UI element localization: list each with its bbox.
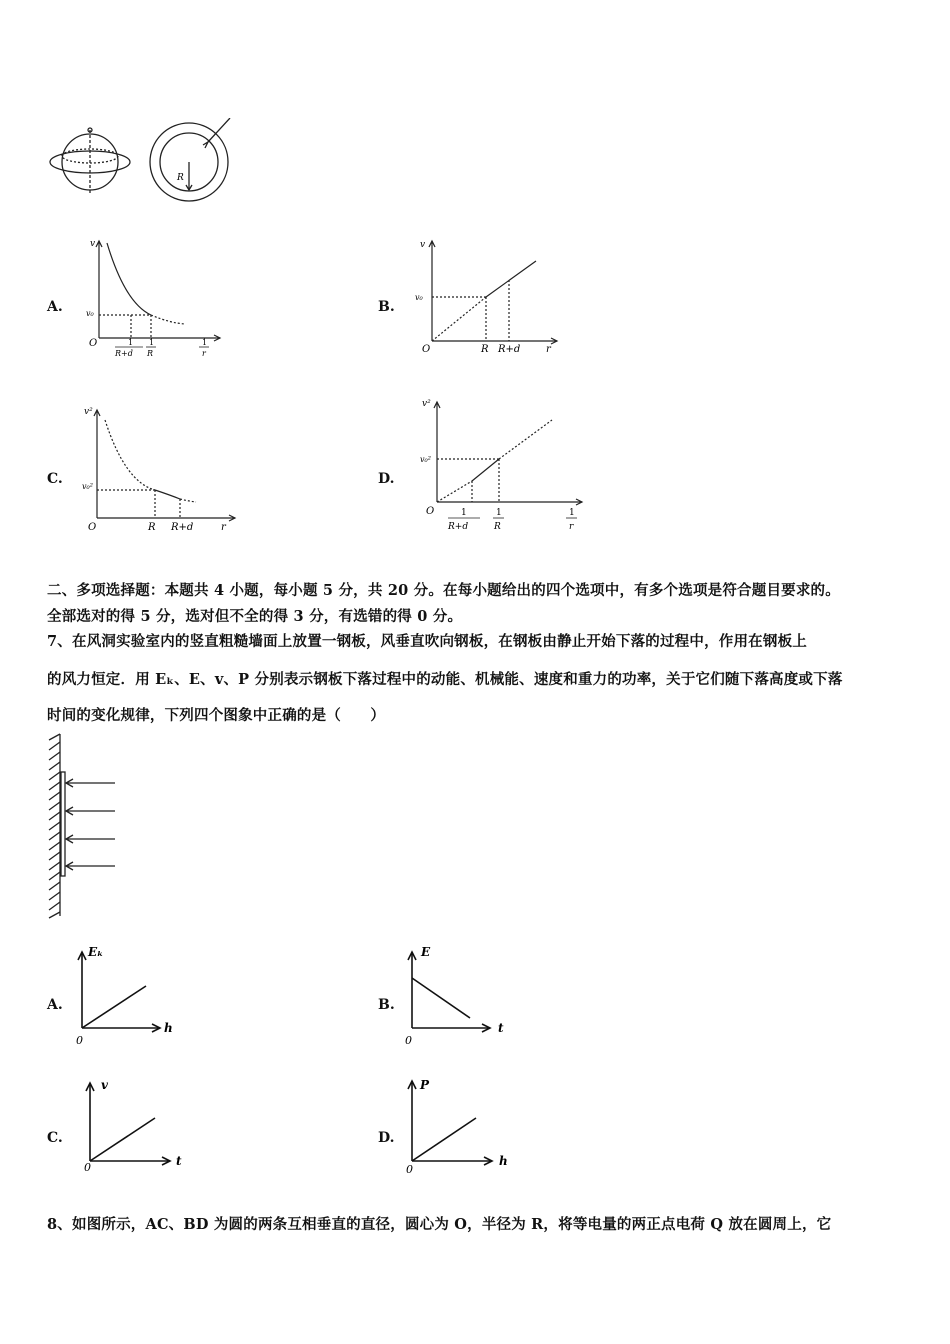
y-axis-label: Eₖ: [88, 945, 104, 959]
v0-label: v₀²: [82, 482, 93, 491]
tick2-den: R: [494, 522, 501, 532]
tick2-den: R: [147, 349, 154, 358]
origin-label: 0: [76, 1034, 83, 1047]
y-axis-label: v²: [422, 399, 431, 409]
q7-graph-c: [80, 1073, 195, 1183]
q7-line1: 7、在风洞实验室内的竖直粗糙墙面上放置一钢板，风垂直吹向钢板，在钢板由静止开始下落的过程中，作用在钢板上: [47, 633, 807, 650]
origin-label: 0: [406, 1163, 413, 1176]
q6-graph-d: [412, 392, 587, 540]
q7-line2: 的风力恒定．用 Eₖ、E、v、P 分别表示钢板下落过程中的动能、机械能、速度和重力的功率，关于它们随下落高度或下落: [47, 671, 843, 688]
q7-option-c-label[interactable]: C.: [47, 1130, 63, 1146]
line: [472, 459, 499, 481]
x-den: r: [202, 349, 206, 358]
graph-line: [82, 986, 146, 1028]
x-axis-label: t: [498, 1021, 504, 1035]
q6-graph-b: [412, 233, 562, 358]
y-axis-label: v: [101, 1078, 108, 1092]
radius-label: R: [177, 173, 184, 183]
q6-option-b-label[interactable]: B.: [378, 299, 395, 315]
q7-graph-a: [72, 940, 187, 1050]
tick1-label: R: [481, 344, 489, 355]
tick1-num: 1: [128, 338, 134, 347]
y-axis-label: v: [90, 239, 96, 249]
x-num: 1: [202, 338, 208, 347]
q6-option-c-label[interactable]: C.: [47, 471, 63, 487]
y-axis-label: v²: [84, 407, 93, 417]
q7-option-b-label[interactable]: B.: [378, 997, 395, 1013]
q7-option-a-label[interactable]: A.: [47, 997, 63, 1013]
x-axis-label: t: [176, 1154, 182, 1168]
section2-line2: 全部选对的得 5 分，选对但不全的得 3 分，有选错的得 0 分。: [47, 608, 463, 625]
q6-graph-a: [85, 233, 225, 365]
origin-label: 0: [84, 1161, 91, 1174]
planet-figure: [45, 118, 245, 208]
x-axis-label: r: [221, 522, 226, 533]
q7-graph-d: [400, 1073, 515, 1183]
y-axis-label: v: [420, 240, 426, 250]
tick1-num: 1: [461, 508, 467, 518]
tick1-den: R+d: [448, 522, 469, 532]
y-axis-label: P: [420, 1078, 430, 1092]
steel-plate: [61, 772, 65, 876]
graph-line: [412, 978, 470, 1018]
tick2-label: R+d: [171, 522, 194, 533]
y-axis-label: E: [421, 945, 431, 959]
q8-line1: 8、如图所示，AC、BD 为圆的两条互相垂直的直径，圆心为 O，半径为 R，将等电量的两正点电荷 Q 放在圆周上，它: [47, 1216, 832, 1233]
origin-label: O: [422, 344, 431, 355]
q7-option-d-label[interactable]: D.: [378, 1130, 395, 1146]
v0-label: v₀: [86, 309, 94, 318]
line: [486, 261, 536, 297]
tick1-den: R+d: [115, 349, 133, 358]
x-den: r: [569, 522, 574, 532]
wind-tunnel-figure: [40, 730, 130, 920]
x-axis-label: r: [546, 344, 551, 355]
q7-line3: 时间的变化规律，下列四个图象中正确的是（ ）: [47, 707, 386, 724]
q6-option-d-label[interactable]: D.: [378, 471, 395, 487]
x-axis-label: h: [164, 1021, 173, 1035]
wind-arrows: [66, 779, 115, 870]
origin-label: O: [88, 522, 97, 533]
q6-graph-c: [80, 402, 240, 537]
wall-hatching: [49, 734, 60, 918]
planet-cross-section: [150, 118, 230, 201]
graph-line: [90, 1118, 155, 1161]
curve: [155, 490, 180, 499]
v0-label: v₀: [415, 293, 423, 302]
tick2-label: R+d: [498, 344, 521, 355]
section2-line1: 二、多项选择题：本题共 4 小题，每小题 5 分，共 20 分。在每小题给出的四个选项中，有多个选项是符合题目要求的。: [47, 582, 840, 599]
v0-label: v₀²: [420, 455, 431, 464]
q6-option-a-label[interactable]: A.: [47, 299, 63, 315]
x-num: 1: [569, 508, 575, 518]
q7-graph-b: [400, 940, 515, 1050]
origin-label: 0: [405, 1034, 412, 1047]
origin-label: O: [426, 506, 435, 517]
x-axis-label: h: [499, 1154, 508, 1168]
tick2-num: 1: [149, 338, 155, 347]
curve: [107, 243, 151, 315]
planet-sphere-with-ring: [50, 128, 130, 194]
tick2-num: 1: [496, 508, 502, 518]
origin-label: O: [89, 338, 98, 349]
tick1-label: R: [148, 522, 156, 533]
graph-line: [412, 1118, 476, 1161]
